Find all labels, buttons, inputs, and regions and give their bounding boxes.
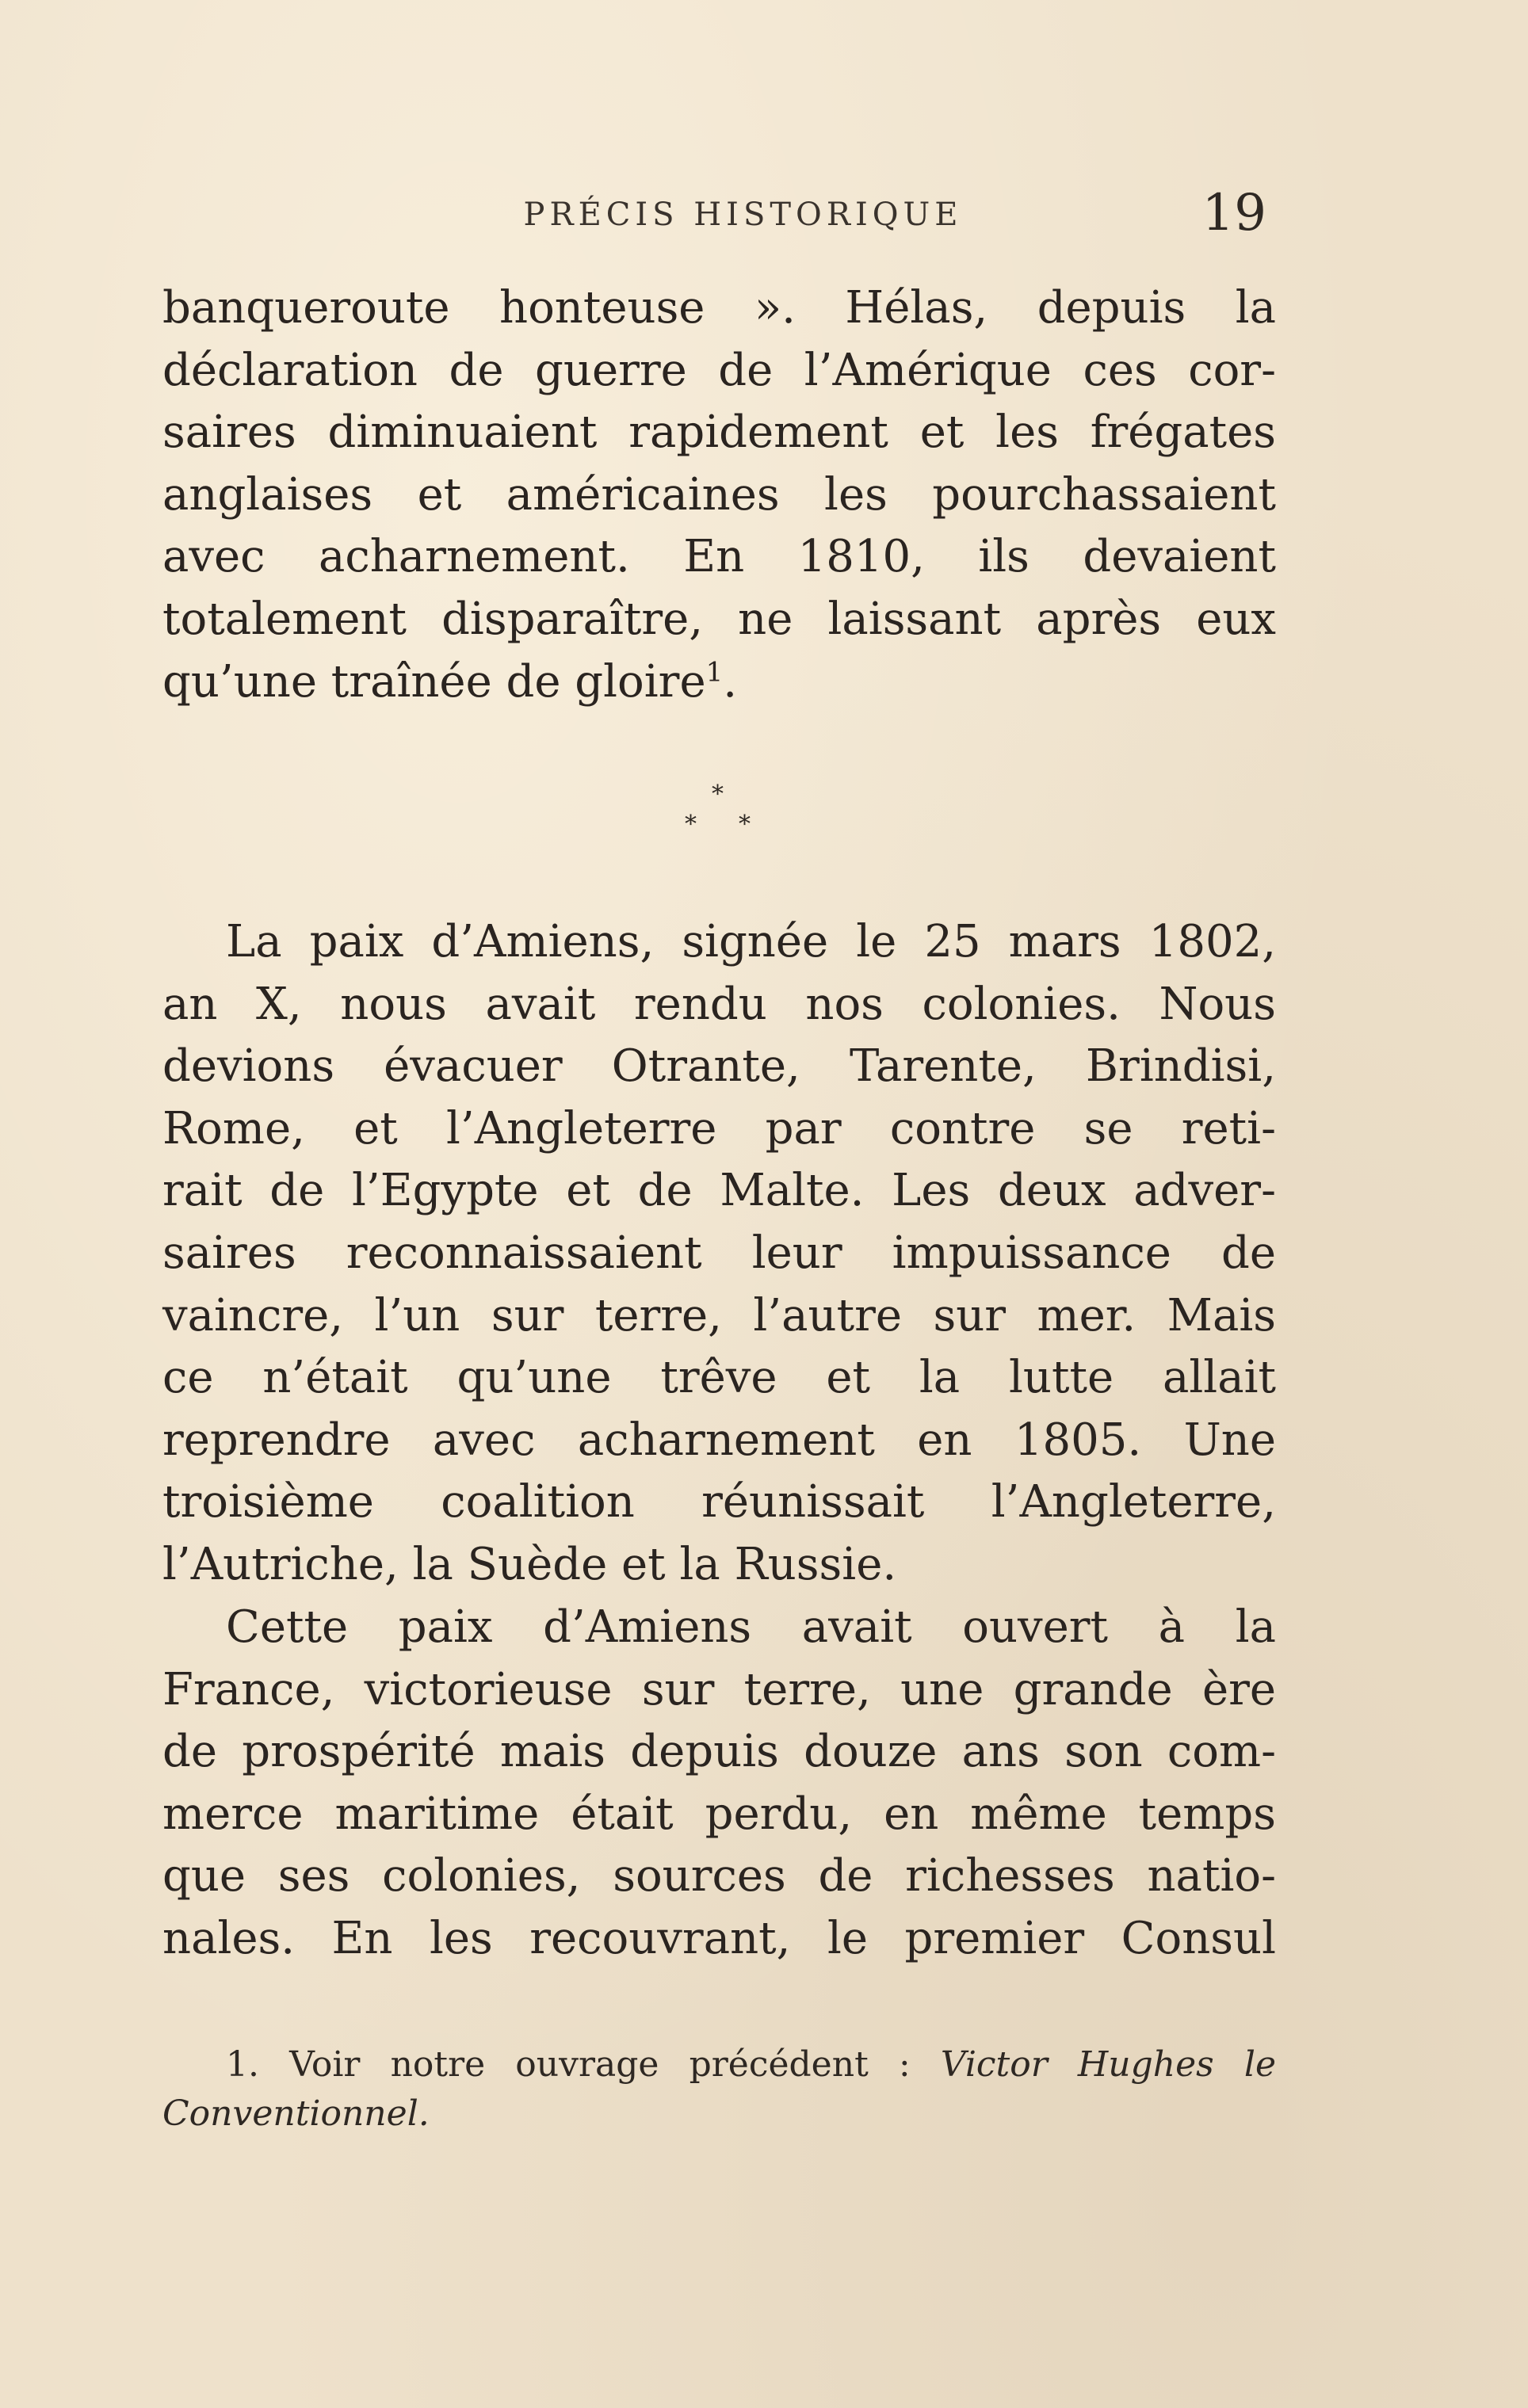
paragraph-2 bbox=[162, 911, 1276, 1597]
paragraph-1 bbox=[162, 277, 1276, 713]
page-number: 19 bbox=[1201, 184, 1266, 242]
footnote-marker: 1 bbox=[705, 655, 724, 688]
text-line: de prospérité mais depuis douze ans son com- bbox=[162, 1726, 1276, 1778]
footnote-text: Voir notre ouvrage précédent : bbox=[289, 2044, 911, 2085]
text-line: totalement disparaître, ne laissant après eux bbox=[162, 593, 1276, 645]
text-line: anglaises et américaines les pourchassaient bbox=[162, 468, 1276, 521]
text-line: saires reconnaissaient leur impuissance de bbox=[162, 1227, 1276, 1279]
asterism-star-right: * bbox=[739, 811, 751, 838]
footnote-line bbox=[162, 2040, 1276, 2089]
text-line: vaincre, l’un sur terre, l’autre sur mer. Mais bbox=[162, 1289, 1276, 1341]
page-header bbox=[162, 181, 1276, 244]
paragraph-3 bbox=[162, 1597, 1276, 1971]
text-line: banqueroute honteuse ». Hélas, depuis la bbox=[162, 282, 1276, 334]
text-line: déclaration de guerre de l’Amérique ces cor- bbox=[162, 344, 1276, 396]
running-head: PRÉCIS HISTORIQUE bbox=[523, 197, 963, 233]
asterism-separator bbox=[0, 780, 1528, 852]
footnote bbox=[162, 2040, 1276, 2139]
footnote-line bbox=[162, 2089, 1276, 2139]
footnote-number: 1. bbox=[226, 2044, 259, 2085]
text-line: avec acharnement. En 1810, ils devaient bbox=[162, 531, 1276, 583]
asterism-star-left: * bbox=[685, 811, 697, 838]
footnote-title-part: Conventionnel. bbox=[162, 2093, 430, 2134]
text-line: l’Autriche, la Suède et la Russie. bbox=[162, 1538, 897, 1590]
text-line: ce n’était qu’une trêve et la lutte allait bbox=[162, 1352, 1276, 1404]
text-line: La paix d’Amiens, signée le 25 mars 1802, bbox=[226, 916, 1276, 967]
text-line: reprendre avec acharnement en 1805. Une bbox=[162, 1414, 1276, 1466]
text-line: nales. En les recouvrant, le premier Consul bbox=[162, 1912, 1276, 1964]
text-line: troisième coalition réunissait l’Angleterre, bbox=[162, 1476, 1276, 1528]
text-line: que ses colonies, sources de richesses natio- bbox=[162, 1850, 1276, 1902]
text-fragment: qu’une traînée de gloire bbox=[162, 655, 706, 708]
text-line: an X, nous avait rendu nos colonies. Nous bbox=[162, 978, 1276, 1030]
text-line: merce maritime était perdu, en même temps bbox=[162, 1788, 1276, 1840]
text-line: Cette paix d’Amiens avait ouvert à la bbox=[226, 1601, 1276, 1653]
asterism-star-top: * bbox=[712, 780, 724, 808]
text-line: rait de l’Egypte et de Malte. Les deux adver- bbox=[162, 1165, 1276, 1217]
text-line: France, victorieuse sur terre, une grande ère bbox=[162, 1663, 1276, 1715]
footnote-title-part: Victor Hughes le bbox=[940, 2044, 1276, 2085]
text-line: Rome, et l’Angleterre par contre se reti- bbox=[162, 1102, 1276, 1154]
text-line: saires diminuaient rapidement et les frégates bbox=[162, 406, 1276, 459]
text-line: devions évacuer Otrante, Tarente, Brindisi, bbox=[162, 1040, 1276, 1093]
text-line bbox=[162, 651, 1276, 714]
punctuation: . bbox=[723, 655, 738, 708]
